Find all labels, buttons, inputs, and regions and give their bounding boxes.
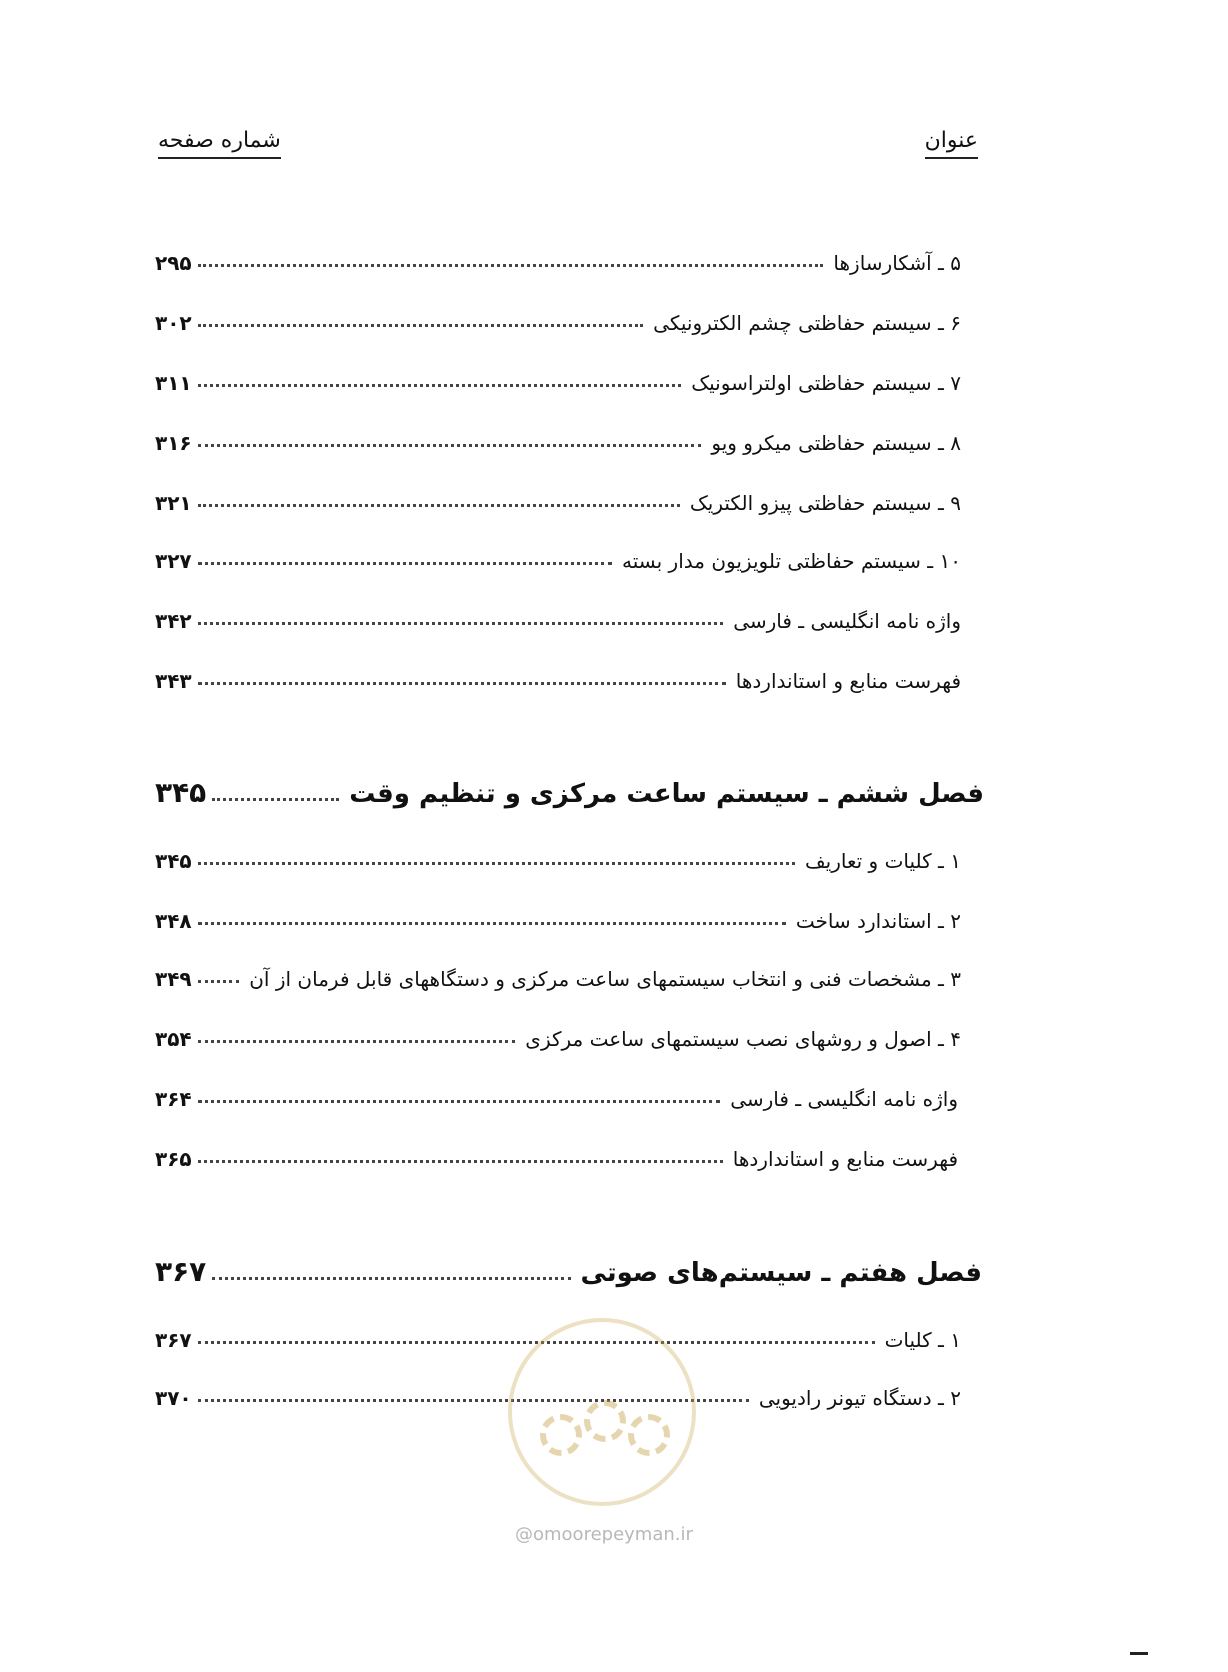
toc-chapter-row (155, 1252, 982, 1288)
toc-page-number: ۲۹۵ (155, 251, 192, 275)
toc-title: ۱۰ ـ سیستم حفاظتی تلویزیون مدار بسته (622, 549, 961, 573)
toc-chapter-row (155, 773, 984, 809)
toc-row (155, 537, 961, 573)
toc-page-number: ۳۵۴ (155, 1027, 192, 1051)
dot-leader (198, 1160, 723, 1163)
toc-page-number: ۳۴۹ (155, 967, 192, 991)
toc-row (155, 1075, 958, 1111)
dot-leader (212, 798, 339, 801)
toc-page-number: ۳۴۳ (155, 669, 192, 693)
dot-leader (198, 682, 726, 685)
watermark-text: @omoorepeyman.ir (515, 1524, 693, 1545)
toc-row (155, 1135, 958, 1171)
dot-leader (212, 1277, 570, 1280)
dot-leader (198, 980, 240, 983)
dot-leader (198, 562, 612, 565)
toc-title: ۹ ـ سیستم حفاظتی پیزو الکتریک (689, 491, 961, 515)
toc-title: ۷ ـ سیستم حفاظتی اولتراسونیک (691, 371, 961, 395)
toc-row (155, 1374, 961, 1410)
toc-row (155, 1015, 961, 1051)
toc-page-number: ۳۴۲ (155, 609, 192, 633)
gear-icon (628, 1414, 670, 1456)
toc-row (155, 299, 961, 335)
toc-title: ۲ ـ دستگاه تیونر رادیویی (758, 1386, 961, 1410)
dot-leader (198, 922, 786, 925)
toc-row (155, 479, 961, 515)
toc-page-number: ۳۴۵ (155, 849, 192, 873)
toc-page-number: ۳۲۱ (155, 491, 192, 515)
dot-leader (198, 504, 680, 507)
toc-page-number: ۳۲۷ (155, 549, 192, 573)
toc-title: ۱ ـ کلیات (884, 1328, 961, 1352)
toc-page-number: ۳۱۱ (155, 371, 192, 395)
toc-title: فهرست منابع و استانداردها (735, 669, 961, 693)
toc-row (155, 239, 961, 275)
toc-title: ۱ ـ کلیات و تعاریف (804, 849, 961, 873)
dot-leader (198, 622, 724, 625)
toc-title: ۸ ـ سیستم حفاظتی میکرو ویو (711, 431, 961, 455)
toc-page-number: ۳۷۰ (155, 1386, 192, 1410)
toc-row (155, 955, 961, 991)
dot-leader (198, 444, 702, 447)
toc-title: ۶ ـ سیستم حفاظتی چشم الکترونیکی (653, 311, 961, 335)
header-title-label: عنوان (925, 128, 978, 159)
dot-leader (198, 1341, 875, 1344)
toc-title: فصل هفتم ـ سیستم‌های صوتی (580, 1258, 982, 1288)
toc-page-number: ۳۴۵ (155, 776, 207, 809)
dot-leader (198, 1399, 749, 1402)
toc-title: ۳ ـ مشخصات فنی و انتخاب سیستمهای ساعت مرکزی و دستگاههای قابل فرمان از آن (249, 967, 961, 991)
dot-leader (198, 1100, 721, 1103)
toc-page-number: ۳۶۷ (155, 1255, 207, 1288)
dot-leader (198, 862, 795, 865)
toc-page-number: ۳۶۵ (155, 1147, 192, 1171)
dot-leader (198, 324, 644, 327)
toc-page-number: ۳۴۸ (155, 909, 192, 933)
toc-title: فصل ششم ـ سیستم ساعت مرکزی و تنظیم وقت (349, 779, 984, 809)
toc-page-number: ۳۰۲ (155, 311, 192, 335)
header-page-label: شماره صفحه (158, 128, 281, 159)
toc-page-number: ۳۶۴ (155, 1087, 192, 1111)
toc-row (155, 657, 961, 693)
toc-page-number: ۳۶۷ (155, 1328, 192, 1352)
toc-row (155, 1316, 961, 1352)
page-mark (1130, 1652, 1148, 1655)
toc-page-number: ۳۱۶ (155, 431, 192, 455)
toc-title: ۲ ـ استاندارد ساخت (795, 909, 961, 933)
dot-leader (198, 1040, 516, 1043)
toc-title: واژه نامه انگلیسی ـ فارسی (733, 609, 961, 633)
toc-row (155, 597, 961, 633)
toc-row (155, 837, 961, 873)
toc-title: ۴ ـ اصول و روشهای نصب سیستمهای ساعت مرکزی (525, 1027, 961, 1051)
gear-icon (540, 1414, 582, 1456)
dot-leader (198, 264, 824, 267)
toc-title: ۵ ـ آشکارسازها (833, 251, 961, 275)
toc-row (155, 897, 961, 933)
toc-title: فهرست منابع و استانداردها (732, 1147, 958, 1171)
toc-row (155, 359, 961, 395)
toc-title: واژه نامه انگلیسی ـ فارسی (730, 1087, 958, 1111)
dot-leader (198, 384, 682, 387)
toc-row (155, 419, 961, 455)
